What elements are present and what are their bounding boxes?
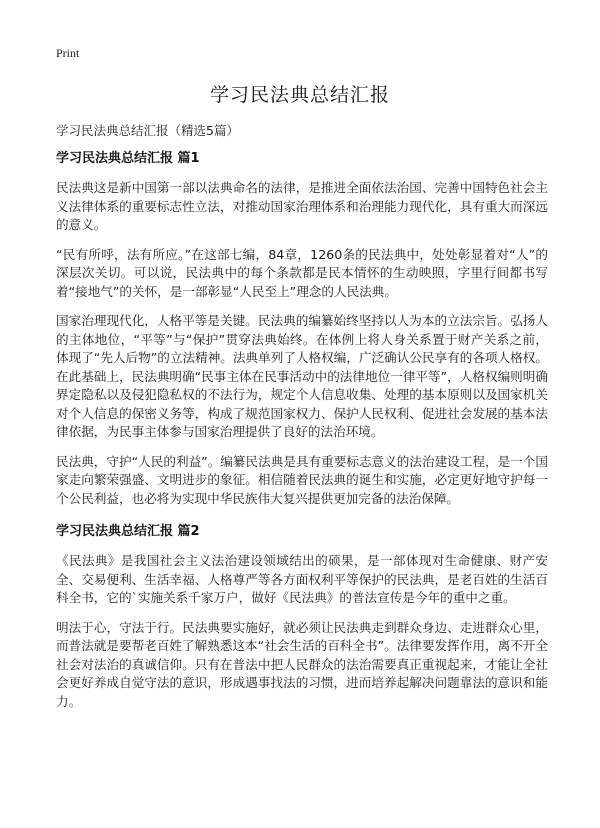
section-2: [56, 523, 548, 711]
paragraph: “民有所呼，法有所应。”在这部七编，84章，1260条的民法典中，处处彰显着对“人”的深层次关切。可以说，民法典中的每个条款都是民本情怀的生动映照，字里行间都书写着“接地气”的关怀，是一部彰显“人民至上”理念的人民法典。: [56, 246, 548, 299]
paragraph: 国家治理现代化，人格平等是关键。民法典的编纂始终坚持以人为本的立法宗旨。弘扬人的主体地位，“平等”与“保护”贯穿法典始终。在体例上将人身关系置于财产关系之前，体现了“先人后物”的立法精神。法典单列了人格权编，广泛确认公民享有的各项人格权。在此基础上，民法典明确“民事主体在民事活动中的法律地位一律平等”，人格权编则明确界定隐私以及侵犯隐私权的不法行为，规定个人信息收集、处理的基本原则以及国家机关对个人信息的保密义务等，构成了规范国家权力、保护人民权利、促进社会发展的基本法律依据，为民事主体参与国家治理提供了良好的法治环境。: [56, 313, 548, 439]
print-label: Print: [56, 46, 80, 60]
paragraph: 民法典这是新中国第一部以法典命名的法律，是推进全面依法治国、完善中国特色社会主义法律体系的重要标志性立法，对推动国家治理体系和治理能力现代化，具有重大而深远的意义。: [56, 180, 548, 232]
document-title: 学习民法典总结汇报: [209, 84, 390, 106]
section-heading: 学习民法典总结汇报 篇2: [56, 524, 200, 539]
paragraph: 《民法典》是我国社会主义法治建设领域结出的硕果，是一部体现对生命健康、财产安全、交易便利、生活幸福、人格尊严等各方面权利平等保护的民法典，是老百姓的生活百科全书，它的`实施关系千家万户，做好《民法典》的普法宣传是今年的重中之重。: [56, 553, 548, 605]
document-body: [56, 150, 548, 722]
paragraph: 明法于心，守法于行。民法典要实施好，就必须让民法典走到群众身边、走进群众心里，而普法就是要帮老百姓了解熟悉这本“社会生活的百科全书”。法律要发挥作用，离不开全社会对法治的真诚信仰。只有在普法中把人民群众的法治需要真正重视起来，才能让全社会更好养成自觉守法的意识，形成遇事找法的习惯，进而培养起解决问题靠法的意识和能力。: [56, 619, 548, 709]
section-1: [56, 150, 548, 508]
document-subtitle: 学习民法典总结汇报（精选5篇）: [56, 123, 239, 138]
paragraph: 民法典，守护“人民的利益”。编纂民法典是具有重要标志意义的法治建设工程，是一个国家走向繁荣强盛、文明进步的象征。相信随着民法典的诞生和实施，必定更好地守护每一个公民利益，也必将为实现中华民族伟大复兴提供更加完备的法治保障。: [56, 453, 548, 506]
section-heading: 学习民法典总结汇报 篇1: [56, 151, 200, 166]
